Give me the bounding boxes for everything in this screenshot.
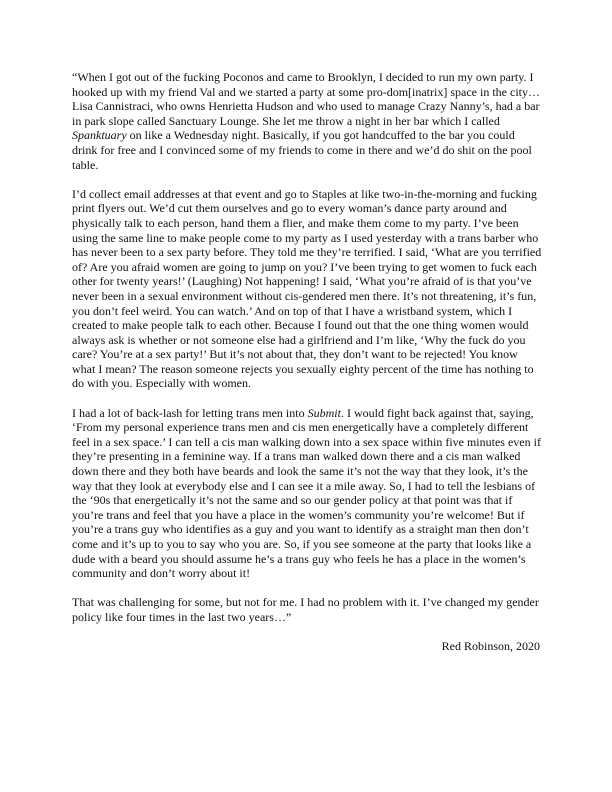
text-run: I’d collect email addresses at that event and go to Staples at like two-in-the-morning and fucking print flyers out. We’d cut them ourselves and go to every woman’s dance party around and physically talk to each person, hand them a flier, and make them come to my party. I’ve been using the same line to make people come to my party as I used yesterday with a trans barber who has never been to a sex party before. They told me they’re terrified. I said, ‘What are you terrified of? Are you afraid women are going to jump on you? I’ve been trying to get women to fuck each other for twenty years!’ (Laughing) Not happening! I said, ‘What you’re afraid of is that you’ve never been in a sexual environment without cis-gendered men there. It’s not threatening, it’s fun, you don’t feel weird. You can watch.’ And on top of that I have a wristband system, which I created to make people talk to each other. Because I found out that the one thing women would always ask is whether or not someone else had a girlfriend and I’m like, ‘Why the fuck do you care? You’re at a sex party!’ But it’s not about that, they don’t want to be rejected! You know what I mean? The reason someone rejects you sexually eighty percent of the time has nothing to do with you. Especially with women.	[72, 186, 542, 391]
text-run: I had a lot of back-lash for letting trans men into	[72, 405, 308, 420]
paragraph	[72, 595, 542, 624]
text-run: “When I got out of the fucking Poconos and came to Brooklyn, I decided to run my own party. I hooked up with my friend Val and we started a party at some pro-dom[inatrix] space in the city… Lisa Cannistraci, who owns Henrietta Hudson and who used to manage Crazy Nanny’s, had a bar in park slope called Sanctuary Lounge. She let me throw a night in her bar which I called	[72, 70, 540, 128]
italic-text-run: Submit	[307, 405, 341, 420]
italic-text-run: Spanktuary	[72, 128, 127, 143]
quote-body	[72, 70, 542, 625]
paragraph	[72, 406, 542, 581]
text-run: That was challenging for some, but not for me. I had no problem with it. I’ve changed my gender policy like four times in the last two years…”	[72, 595, 539, 624]
paragraph	[72, 187, 542, 391]
attribution: Red Robinson, 2020	[441, 639, 540, 654]
text-run: . I would fight back against that, saying, ‘From my personal experience trans men and cis men energetically have a completely different feel in a sex space.’ I can tell a cis man walking down into a sex space within five minutes even if they’re presenting in a feminine way. If a trans man walked down there and a cis man walked down there and they both have beards and look the same it’s not the way that they look, it’s the way that they look at everybody else and I can see it a mile away. So, I had to tell the lesbians of the ‘90s that energetically it’s not the same and so our gender policy at that point was that if you’re trans and feel that you have a place in the women’s community you’re welcome! But if you’re a trans guy who identifies as a guy and you want to identify as a straight man then don’t come and it’s up to you to say who you are. So, if you see someone at the party that looks like a dude with a beard you should assume he’s a trans guy who feels he has a place in the women’s community and don’t worry about it!	[72, 405, 541, 581]
paragraph	[72, 70, 542, 172]
text-run: on like a Wednesday night. Basically, if you got handcuffed to the bar you could drink for free and I convinced some of my friends to come in there and we’d do shit on the pool table.	[72, 128, 532, 172]
